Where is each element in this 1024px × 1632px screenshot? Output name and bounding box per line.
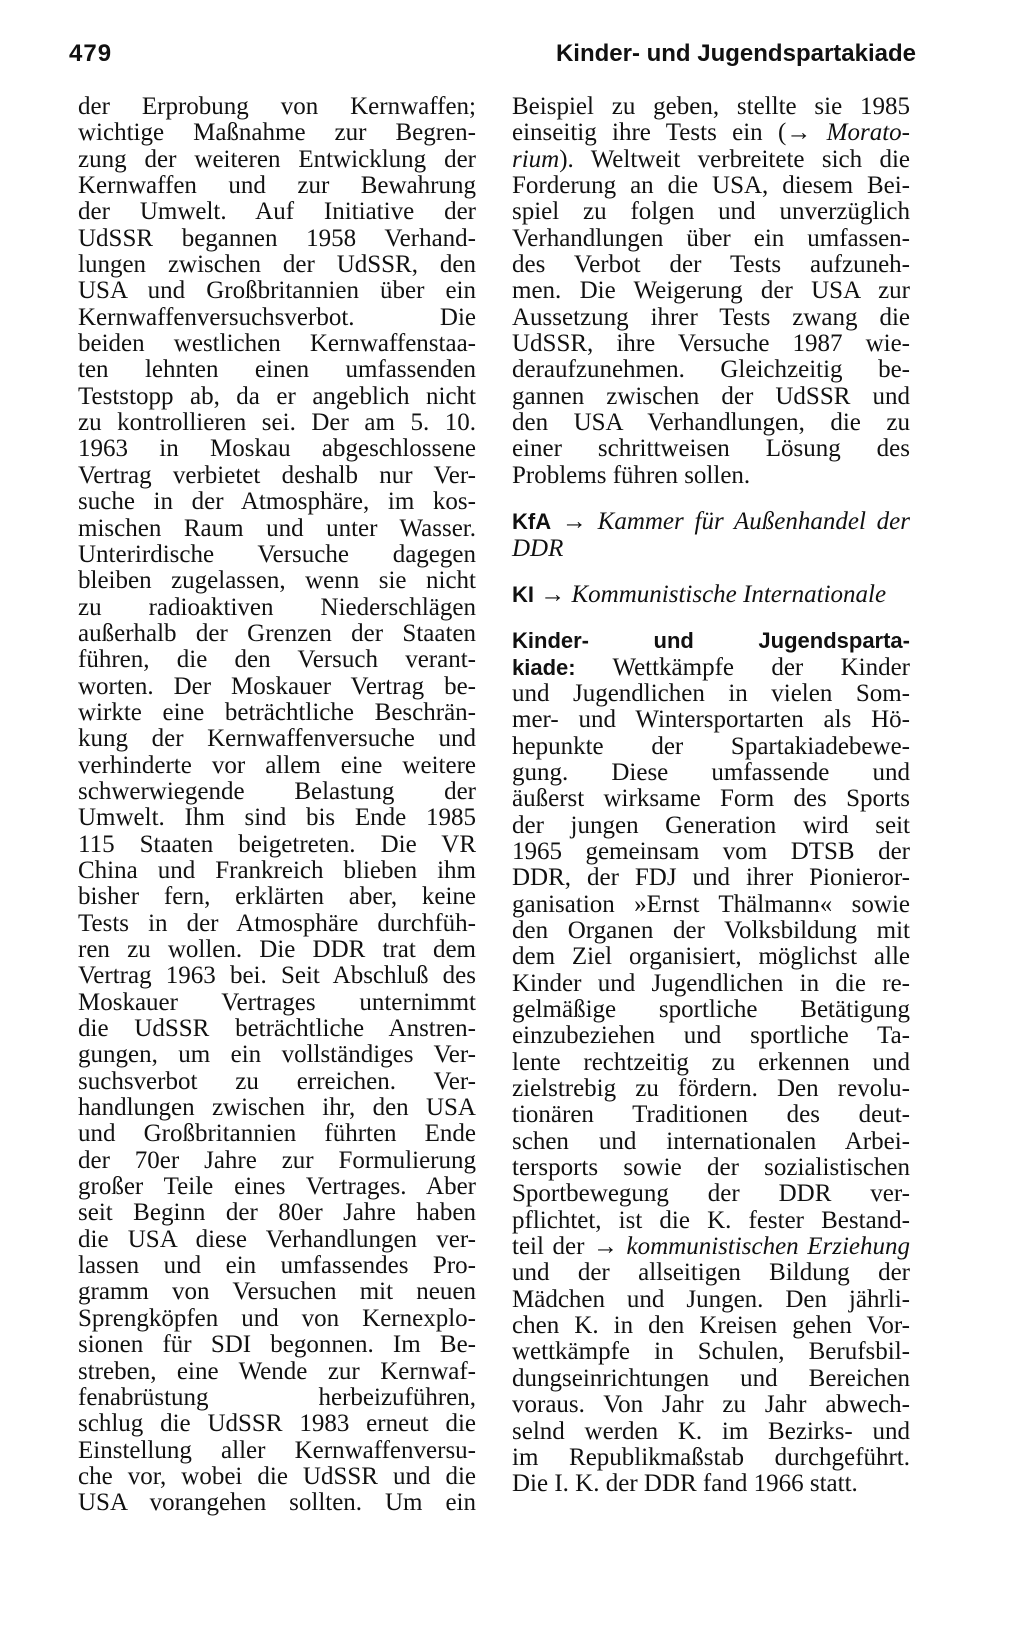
text-line: chen K. in den Kreisen gehen Vor- (512, 1312, 910, 1340)
text-line: mer- und Wintersportarten als Hö- (512, 706, 910, 734)
text-line: führen, die den Versuch verant- (78, 646, 476, 674)
text-line: einzubeziehen und sportliche Ta- (512, 1022, 910, 1050)
entry-separator (512, 562, 910, 582)
entry-body (512, 1260, 910, 1497)
text-line: voraus. Von Jahr zu Jahr abwech- (512, 1391, 910, 1419)
cross-reference: Kammer für Außenhandel der (597, 508, 910, 536)
text-line: seit Beginn der 80er Jahre haben (78, 1199, 476, 1227)
text-line: gramm von Versuchen mit neuen (78, 1278, 476, 1306)
text-line: lungen zwischen der UdSSR, den (78, 251, 476, 279)
text-line: zu kontrollieren sei. Der am 5. 10. (78, 409, 476, 437)
text-line: der Erprobung von Kernwaffen; (78, 93, 476, 120)
text-line: zung der weiteren Entwicklung der (78, 145, 476, 173)
text-line: gung. Diese umfassende und (512, 758, 910, 786)
text-line: fenabrüstung herbeizuführen, (78, 1383, 476, 1411)
entry-separator (512, 608, 910, 628)
text-line: und der allseitigen Bildung der (512, 1259, 910, 1287)
text-line: außerhalb der Grenzen der Staaten (78, 619, 476, 647)
text-line: bisher fern, erklärten aber, keine (78, 883, 476, 911)
entry-kinder-und-jugendspartakiade (512, 628, 910, 1497)
text-line: schwerwiegende Belastung der (78, 777, 476, 805)
text-line: Teststopp ab, da er angeblich nicht (78, 382, 476, 410)
text-line: gannen zwischen der UdSSR und (512, 382, 910, 410)
entry-separator (512, 489, 910, 509)
text-line: hepunkte der Spartakiadebewe- (512, 732, 910, 760)
text-line: pflichtet, ist die K. fester Bestand- (512, 1206, 910, 1234)
cross-reference: rium (512, 145, 560, 173)
text-line: und Jugendlichen in vielen Som- (512, 679, 910, 707)
right-column (512, 94, 910, 1498)
text-line: schen und internationalen Arbei- (512, 1127, 910, 1155)
entry-ki (512, 582, 910, 608)
entry-term: Kinder- und Jugendsparta- (512, 628, 910, 654)
text-line: Sportbewegung der DDR ver- (512, 1180, 910, 1208)
text-line: mischen Raum und unter Wasser. (78, 514, 476, 542)
text-line: wettkämpfe in Schulen, Berufsbil- (512, 1338, 910, 1366)
text-line: 1965 gemeinsam vom DTSB der (512, 837, 910, 865)
text-line: Problems führen sollen. (512, 461, 751, 489)
text-line: Unterirdische Versuche dagegen (78, 540, 476, 568)
text-line: gungen, um ein vollständiges Ver- (78, 1041, 476, 1069)
text-line: und Großbritannien führten Ende (78, 1120, 476, 1148)
running-head: Kinder- und Jugendspartakiade (555, 40, 916, 67)
text-line: worten. Der Moskauer Vertrag be- (78, 672, 476, 700)
text-line: tersports sowie der sozialistischen (512, 1154, 910, 1182)
text-fragment: ). Weltweit verbreitete sich die (559, 145, 910, 173)
cross-reference: Morato- (826, 119, 910, 147)
text-line: Einstellung aller Kernwaffenversu- (78, 1436, 476, 1464)
text-fragment: einseitig ihre Tests ein (→ (512, 119, 827, 147)
text-line: USA vorangehen sollten. Um ein (78, 1489, 476, 1517)
text-line: China und Frankreich blieben ihm (78, 856, 476, 884)
cross-reference: kommunistischen Erziehung (626, 1233, 910, 1261)
cross-reference: DDR (512, 534, 564, 562)
text-line: lente rechtzeitig zu erkennen und (512, 1048, 910, 1076)
entry-ki-line (512, 582, 910, 608)
text-fragment: teil der → (512, 1233, 627, 1261)
text-line: ten lehnten einen umfassenden (78, 356, 476, 384)
entry-kfa (512, 509, 910, 562)
text-line: Tests in der Atmosphäre durchfüh- (78, 909, 476, 937)
text-line: Vertrag 1963 bei. Seit Abschluß des (78, 962, 476, 990)
text-line: tionären Traditionen des deut- (512, 1101, 910, 1129)
text-line: bleiben zugelassen, wenn sie nicht (78, 567, 476, 595)
text-line: Umwelt. Ihm sind bis Ende 1985 (78, 804, 476, 832)
text-line: die UdSSR beträchtliche Anstren- (78, 1015, 476, 1043)
text-line: Mädchen und Jungen. Den jährli- (512, 1285, 910, 1313)
text-line: den USA Verhandlungen, die zu (512, 409, 910, 437)
text-line: im Republikmaßstab durchgeführt. (512, 1443, 910, 1471)
text-line: äußerst wirksame Form des Sports (512, 785, 910, 813)
text-line: suchsverbot zu erreichen. Ver- (78, 1067, 476, 1095)
text-line: men. Die Weigerung der USA zur (512, 277, 910, 305)
text-line: der 70er Jahre zur Formulierung (78, 1146, 476, 1174)
text-line: ren zu wollen. Die DDR trat dem (78, 936, 476, 963)
text-line: des Verbot der Tests aufzuneh- (512, 251, 910, 279)
text-line: Verhandlungen über ein umfassen- (512, 224, 910, 252)
text-line: dungseinrichtungen und Bereichen (512, 1364, 910, 1392)
entry-term: KfA (512, 509, 552, 535)
text-line: den Organen der Volksbildung mit (512, 916, 910, 944)
entry-heading-line (512, 628, 910, 654)
text-line: 1963 in Moskau abgeschlossene (78, 435, 476, 463)
text-line: kung der Kernwaffenversuche und (78, 725, 476, 753)
text-line: Kernwaffenversuchsverbot. Die (78, 303, 476, 331)
text-line: Sprengköpfen und von Kernexplo- (78, 1304, 476, 1332)
entry-term: kiade: (512, 654, 576, 680)
text-line: die USA diese Verhandlungen ver- (78, 1225, 476, 1253)
text-fragment: Wettkämpfe der Kinder (612, 653, 910, 681)
text-line: gelmäßige sportliche Betätigung (512, 996, 910, 1023)
text-line: großer Teile eines Vertrages. Aber (78, 1173, 476, 1201)
text-line: UdSSR, ihre Versuche 1987 wie- (512, 330, 910, 358)
text-line: deraufzunehmen. Gleichzeitig be- (512, 356, 910, 384)
text-line: wichtige Maßnahme zur Begren- (78, 119, 476, 147)
text-line: der jungen Generation wird seit (512, 811, 910, 839)
text-line (512, 147, 910, 173)
text-line: Forderung an die USA, diesem Bei- (512, 172, 910, 200)
cross-reference-arrow-icon: → (540, 580, 566, 608)
paragraph-continuation (512, 94, 910, 489)
text-line: Vertrag verbietet deshalb nur Ver- (78, 461, 476, 489)
text-line: dem Ziel organisiert, möglichst alle (512, 943, 910, 971)
text-line: schlug die UdSSR 1983 erneut die (78, 1410, 476, 1438)
left-column (78, 94, 476, 1517)
text-line: Aussetzung ihrer Tests zwang die (512, 303, 910, 331)
text-line: verhinderte vor allem eine weitere (78, 751, 476, 779)
text-line (512, 1234, 910, 1260)
text-line: lassen und ein umfassendes Pro- (78, 1252, 476, 1280)
text-line: Kernwaffen und zur Bewahrung (78, 172, 476, 200)
cross-reference-arrow-icon: → (561, 508, 587, 536)
text-line: UdSSR begannen 1958 Verhand- (78, 224, 476, 252)
text-line (512, 120, 910, 146)
text-line: Beispiel zu geben, stellte sie 1985 (512, 93, 910, 120)
text-line: handlungen zwischen ihr, den USA (78, 1094, 476, 1122)
text-line: suche in der Atmosphäre, im kos- (78, 488, 476, 516)
text-line: spiel zu folgen und unverzüglich (512, 198, 910, 226)
text-line: Die I. K. der DDR fand 1966 statt. (512, 1470, 858, 1498)
text-line: zielstrebig zu fördern. Den revolu- (512, 1075, 910, 1103)
text-line: Moskauer Vertrages unternimmt (78, 988, 476, 1016)
text-line: wirkte eine beträchtliche Beschrän- (78, 698, 476, 726)
page-number: 479 (69, 40, 113, 67)
text-line: ganisation »Ernst Thälmann« sowie (512, 890, 910, 918)
text-line: zu radioaktiven Niederschlägen (78, 593, 476, 621)
text-line: sionen für SDI begonnen. Im Be- (78, 1331, 476, 1359)
text-line: streben, eine Wende zur Kernwaf- (78, 1357, 476, 1385)
text-line: USA und Großbritannien über ein (78, 277, 476, 305)
text-line: che vor, wobei die UdSSR und die (78, 1462, 476, 1490)
text-line: selnd werden K. im Bezirks- und (512, 1417, 910, 1445)
text-line (512, 655, 910, 681)
entry-kfa-line (512, 509, 910, 535)
text-line: Kinder und Jugendlichen in die re- (512, 969, 910, 997)
entry-body (512, 681, 910, 1234)
text-line: einer schrittweisen Lösung des (512, 435, 910, 463)
text-line: 115 Staaten beigetreten. Die VR (78, 830, 476, 858)
text-line: der Umwelt. Auf Initiative der (78, 198, 476, 226)
text-line: DDR, der FDJ und ihrer Pionieror- (512, 864, 910, 892)
text-line: beiden westlichen Kernwaffenstaa- (78, 330, 476, 358)
cross-reference: Kommunistische Internationale (571, 580, 887, 608)
entry-term: KI (512, 581, 534, 607)
